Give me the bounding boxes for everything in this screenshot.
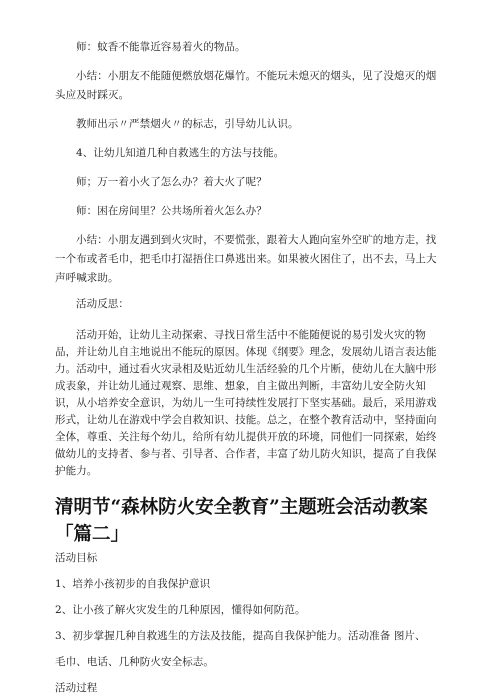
paragraph-3: 教师出示〃严禁烟火〃的标志，引导幼儿认识。 bbox=[76, 118, 299, 130]
heading-activity-process: 活动过程 bbox=[55, 682, 98, 694]
paragraph-6: 师：困在房间里？公共场所着火怎么办？ bbox=[76, 205, 267, 217]
preparation-materials: 毛巾、电话、几种防火安全标志。 bbox=[55, 656, 214, 668]
paragraph-1: 师：蚊香不能靠近容易着火的物品。 bbox=[76, 41, 246, 53]
paragraph-2: 小结：小朋友不能随便燃放烟花爆竹。不能玩未熄灭的烟头，见了没熄灭的烟 头应及时踩灭。 bbox=[55, 70, 437, 101]
heading-activity-goals: 活动目标 bbox=[55, 552, 98, 564]
paragraph-7: 小结：小朋友遇到到火灾时，不要慌张，跟着大人跑向室外空旷的地方走，找 一个布或者毛巾，把毛巾打湿捂住口鼻逃出来。如果被火困住了，出不去，马上大 声呼喊求助。 bbox=[55, 234, 437, 284]
paragraph-reflection: 活动开始，让幼儿主动探索、寻找日常生活中不能随便说的易引发火灾的物 品，并让幼儿自主地说出不能玩的原因。体现《纲要》理念，发展幼儿语言表达能 力。活动中，通过看火灾录相及贴近幼儿生活经验的几个片断，使幼儿在大脑中形 成表象，并让幼儿通过观察、思维、想象，自主做出判断，丰富幼儿安全防火知 识，从小培养安全意识，为幼儿一生可持续性发展打下坚实基础。最后，采用游戏 形式，让幼儿在游戏中学会自救知识、技能。总之，在整个教育活动中，坚持面向 全体，尊重、关注每个幼儿，给所有幼儿提供开放的环境，同他们一同探索，始终 做幼儿的支持者、参与者、引导者、合作者，丰富了幼儿防火知识，提高了自我保 护能力。 bbox=[55, 329, 437, 477]
goal-item-3: 3、初步掌握几种自救逃生的方法及技能，提高自我保护能力。活动准备 图片、 bbox=[55, 630, 426, 642]
paragraph-4: 4、让幼儿知道几种自救逃生的方法与技能。 bbox=[76, 147, 285, 159]
paragraph-5: 师；万一着小火了怎么办？着大火了呢？ bbox=[76, 176, 267, 188]
goal-item-2: 2、让小孩了解火灾发生的几种原因，懂得如何防范。 bbox=[55, 604, 306, 616]
section-title: 清明节“森林防火安全教育”主题班会活动教案「篇二」 bbox=[55, 497, 428, 545]
goal-item-1: 1、培养小孩初步的自我保护意识 bbox=[55, 578, 211, 590]
section-heading-reflection: 活动反思： bbox=[76, 298, 129, 310]
